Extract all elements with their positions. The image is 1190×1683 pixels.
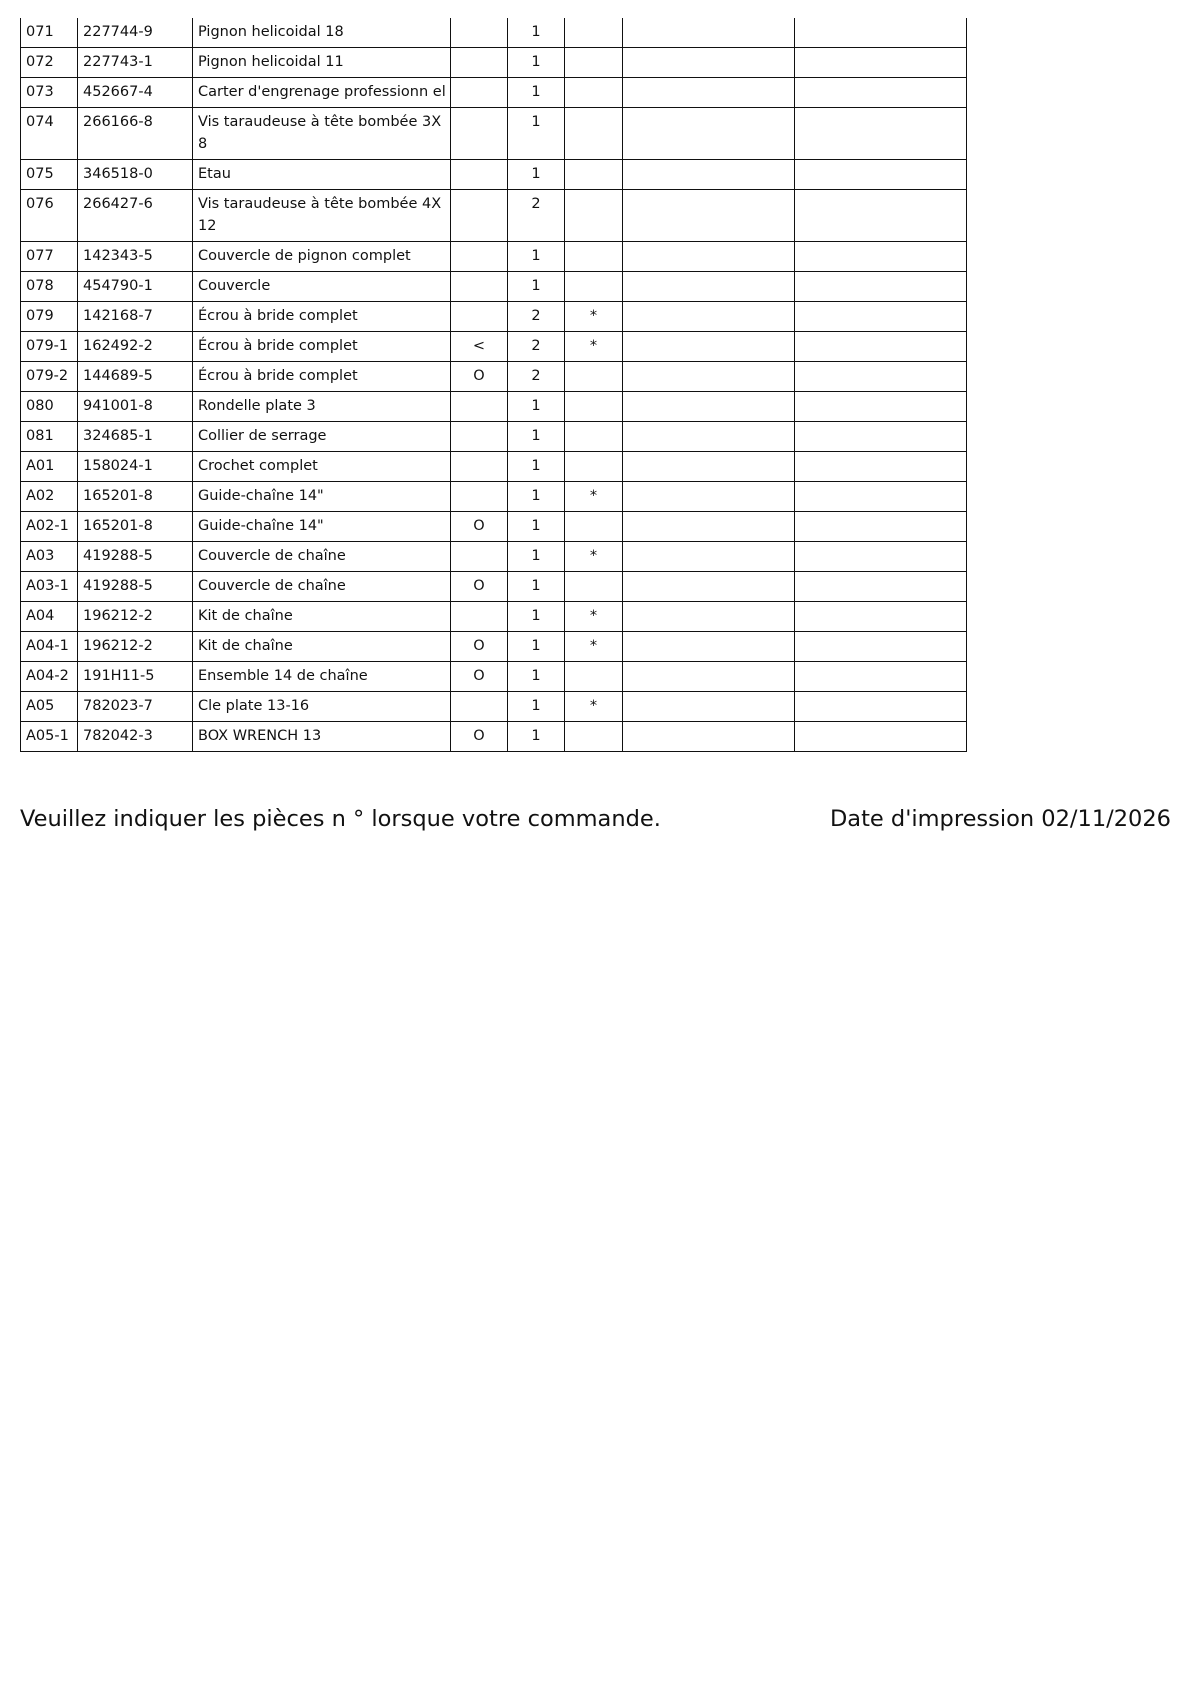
- empty-cell: [795, 18, 967, 48]
- item-number: 079-2: [21, 362, 78, 392]
- flag-mark: [565, 108, 623, 160]
- item-number: A05-1: [21, 722, 78, 752]
- empty-cell: [623, 692, 795, 722]
- table-row: [21, 452, 967, 482]
- part-number: 266427-6: [78, 190, 193, 242]
- quantity: 1: [508, 632, 565, 662]
- item-number: 079-1: [21, 332, 78, 362]
- part-number: 144689-5: [78, 362, 193, 392]
- note-mark: O: [451, 662, 508, 692]
- note-mark: [451, 48, 508, 78]
- quantity: 1: [508, 272, 565, 302]
- flag-mark: [565, 512, 623, 542]
- part-description: Pignon helicoidal 18: [193, 18, 451, 48]
- empty-cell: [623, 362, 795, 392]
- part-number: 165201-8: [78, 482, 193, 512]
- table-row: [21, 602, 967, 632]
- flag-mark: *: [565, 302, 623, 332]
- table-row: [21, 662, 967, 692]
- item-number: A02-1: [21, 512, 78, 542]
- part-number: 419288-5: [78, 572, 193, 602]
- table-row: [21, 572, 967, 602]
- item-number: 073: [21, 78, 78, 108]
- note-mark: [451, 272, 508, 302]
- empty-cell: [795, 108, 967, 160]
- part-number: 454790-1: [78, 272, 193, 302]
- item-number: 072: [21, 48, 78, 78]
- part-number: 142168-7: [78, 302, 193, 332]
- note-mark: [451, 108, 508, 160]
- empty-cell: [623, 452, 795, 482]
- empty-cell: [795, 632, 967, 662]
- quantity: 2: [508, 190, 565, 242]
- table-row: [21, 48, 967, 78]
- part-description: Etau: [193, 160, 451, 190]
- empty-cell: [795, 602, 967, 632]
- empty-cell: [795, 422, 967, 452]
- flag-mark: *: [565, 482, 623, 512]
- part-description: Cle plate 13-16: [193, 692, 451, 722]
- part-description: Rondelle plate 3: [193, 392, 451, 422]
- empty-cell: [623, 332, 795, 362]
- part-number: 324685-1: [78, 422, 193, 452]
- parts-table: [20, 18, 967, 752]
- note-mark: O: [451, 572, 508, 602]
- table-row: [21, 482, 967, 512]
- part-description: Couvercle de pignon complet: [193, 242, 451, 272]
- item-number: A04: [21, 602, 78, 632]
- table-row: [21, 18, 967, 48]
- quantity: 1: [508, 78, 565, 108]
- empty-cell: [623, 662, 795, 692]
- quantity: 1: [508, 48, 565, 78]
- flag-mark: [565, 722, 623, 752]
- part-number: 227743-1: [78, 48, 193, 78]
- empty-cell: [795, 722, 967, 752]
- note-mark: [451, 18, 508, 48]
- empty-cell: [623, 572, 795, 602]
- empty-cell: [795, 362, 967, 392]
- quantity: 1: [508, 542, 565, 572]
- part-number: 158024-1: [78, 452, 193, 482]
- quantity: 1: [508, 602, 565, 632]
- item-number: 079: [21, 302, 78, 332]
- empty-cell: [623, 602, 795, 632]
- note-mark: O: [451, 362, 508, 392]
- quantity: 1: [508, 692, 565, 722]
- part-number: 941001-8: [78, 392, 193, 422]
- table-row: [21, 160, 967, 190]
- empty-cell: [795, 392, 967, 422]
- note-mark: O: [451, 722, 508, 752]
- part-description: Écrou à bride complet: [193, 362, 451, 392]
- note-mark: [451, 692, 508, 722]
- part-description: Couvercle de chaîne: [193, 542, 451, 572]
- flag-mark: [565, 272, 623, 302]
- part-number: 419288-5: [78, 542, 193, 572]
- part-description: Guide-chaîne 14": [193, 512, 451, 542]
- table-row: [21, 542, 967, 572]
- part-number: 782042-3: [78, 722, 193, 752]
- flag-mark: *: [565, 542, 623, 572]
- quantity: 1: [508, 512, 565, 542]
- table-row: [21, 272, 967, 302]
- flag-mark: [565, 572, 623, 602]
- note-mark: [451, 422, 508, 452]
- part-number: 191H11-5: [78, 662, 193, 692]
- table-row: [21, 512, 967, 542]
- part-description: Collier de serrage: [193, 422, 451, 452]
- note-mark: [451, 160, 508, 190]
- table-row: [21, 108, 967, 160]
- quantity: 1: [508, 422, 565, 452]
- part-description: Pignon helicoidal 11: [193, 48, 451, 78]
- quantity: 1: [508, 160, 565, 190]
- empty-cell: [623, 392, 795, 422]
- item-number: A05: [21, 692, 78, 722]
- empty-cell: [795, 160, 967, 190]
- part-number: 266166-8: [78, 108, 193, 160]
- flag-mark: *: [565, 602, 623, 632]
- quantity: 1: [508, 108, 565, 160]
- item-number: 076: [21, 190, 78, 242]
- empty-cell: [623, 18, 795, 48]
- flag-mark: *: [565, 692, 623, 722]
- quantity: 2: [508, 332, 565, 362]
- empty-cell: [795, 662, 967, 692]
- empty-cell: [623, 542, 795, 572]
- note-mark: [451, 242, 508, 272]
- table-row: [21, 242, 967, 272]
- empty-cell: [795, 482, 967, 512]
- empty-cell: [795, 332, 967, 362]
- print-date: Date d'impression 02/11/2026: [829, 806, 1171, 832]
- empty-cell: [623, 242, 795, 272]
- empty-cell: [623, 160, 795, 190]
- flag-mark: [565, 392, 623, 422]
- item-number: A03-1: [21, 572, 78, 602]
- note-mark: [451, 78, 508, 108]
- table-row: [21, 422, 967, 452]
- item-number: 074: [21, 108, 78, 160]
- part-description: Écrou à bride complet: [193, 332, 451, 362]
- flag-mark: [565, 160, 623, 190]
- empty-cell: [623, 272, 795, 302]
- table-row: [21, 332, 967, 362]
- note-mark: [451, 602, 508, 632]
- item-number: A04-1: [21, 632, 78, 662]
- note-mark: [451, 392, 508, 422]
- table-row: [21, 392, 967, 422]
- flag-mark: *: [565, 332, 623, 362]
- flag-mark: [565, 422, 623, 452]
- flag-mark: [565, 78, 623, 108]
- quantity: 1: [508, 482, 565, 512]
- item-number: A01: [21, 452, 78, 482]
- part-number: 346518-0: [78, 160, 193, 190]
- item-number: A02: [21, 482, 78, 512]
- empty-cell: [623, 48, 795, 78]
- part-description: Couvercle de chaîne: [193, 572, 451, 602]
- part-number: 142343-5: [78, 242, 193, 272]
- quantity: 1: [508, 662, 565, 692]
- part-number: 196212-2: [78, 632, 193, 662]
- empty-cell: [795, 190, 967, 242]
- item-number: 078: [21, 272, 78, 302]
- note-mark: <: [451, 332, 508, 362]
- flag-mark: [565, 242, 623, 272]
- quantity: 1: [508, 392, 565, 422]
- part-description: Vis taraudeuse à tête bombée 3X 8: [193, 108, 451, 160]
- empty-cell: [795, 572, 967, 602]
- part-description: Crochet complet: [193, 452, 451, 482]
- item-number: 080: [21, 392, 78, 422]
- note-mark: [451, 190, 508, 242]
- flag-mark: [565, 662, 623, 692]
- note-mark: [451, 452, 508, 482]
- table-row: [21, 632, 967, 662]
- part-number: 227744-9: [78, 18, 193, 48]
- part-description: Kit de chaîne: [193, 632, 451, 662]
- flag-mark: [565, 362, 623, 392]
- empty-cell: [795, 242, 967, 272]
- parts-table-body: [21, 18, 967, 752]
- empty-cell: [795, 48, 967, 78]
- quantity: 1: [508, 242, 565, 272]
- table-row: [21, 302, 967, 332]
- empty-cell: [623, 302, 795, 332]
- empty-cell: [795, 452, 967, 482]
- part-description: Vis taraudeuse à tête bombée 4X 12: [193, 190, 451, 242]
- quantity: 1: [508, 452, 565, 482]
- part-description: Couvercle: [193, 272, 451, 302]
- table-row: [21, 362, 967, 392]
- empty-cell: [795, 692, 967, 722]
- part-description: Carter d'engrenage professionn el: [193, 78, 451, 108]
- quantity: 1: [508, 722, 565, 752]
- flag-mark: [565, 190, 623, 242]
- empty-cell: [623, 482, 795, 512]
- item-number: 081: [21, 422, 78, 452]
- empty-cell: [623, 512, 795, 542]
- note-mark: O: [451, 632, 508, 662]
- table-row: [21, 78, 967, 108]
- empty-cell: [623, 108, 795, 160]
- empty-cell: [623, 190, 795, 242]
- quantity: 2: [508, 302, 565, 332]
- empty-cell: [623, 632, 795, 662]
- part-description: BOX WRENCH 13: [193, 722, 451, 752]
- item-number: 075: [21, 160, 78, 190]
- item-number: 077: [21, 242, 78, 272]
- flag-mark: [565, 48, 623, 78]
- quantity: 1: [508, 572, 565, 602]
- table-row: [21, 692, 967, 722]
- item-number: A04-2: [21, 662, 78, 692]
- table-row: [21, 190, 967, 242]
- part-number: 452667-4: [78, 78, 193, 108]
- order-instruction: Veuillez indiquer les pièces n ° lorsque votre commande.: [20, 806, 661, 832]
- item-number: 071: [21, 18, 78, 48]
- item-number: A03: [21, 542, 78, 572]
- empty-cell: [795, 542, 967, 572]
- empty-cell: [623, 422, 795, 452]
- empty-cell: [795, 272, 967, 302]
- part-description: Écrou à bride complet: [193, 302, 451, 332]
- note-mark: [451, 482, 508, 512]
- empty-cell: [623, 722, 795, 752]
- empty-cell: [623, 78, 795, 108]
- part-number: 782023-7: [78, 692, 193, 722]
- flag-mark: [565, 452, 623, 482]
- empty-cell: [795, 512, 967, 542]
- note-mark: [451, 302, 508, 332]
- flag-mark: *: [565, 632, 623, 662]
- empty-cell: [795, 302, 967, 332]
- note-mark: O: [451, 512, 508, 542]
- flag-mark: [565, 18, 623, 48]
- note-mark: [451, 542, 508, 572]
- part-description: Kit de chaîne: [193, 602, 451, 632]
- part-number: 162492-2: [78, 332, 193, 362]
- table-row: [21, 722, 967, 752]
- part-description: Guide-chaîne 14": [193, 482, 451, 512]
- part-number: 165201-8: [78, 512, 193, 542]
- part-description: Ensemble 14 de chaîne: [193, 662, 451, 692]
- empty-cell: [795, 78, 967, 108]
- part-number: 196212-2: [78, 602, 193, 632]
- quantity: 2: [508, 362, 565, 392]
- quantity: 1: [508, 18, 565, 48]
